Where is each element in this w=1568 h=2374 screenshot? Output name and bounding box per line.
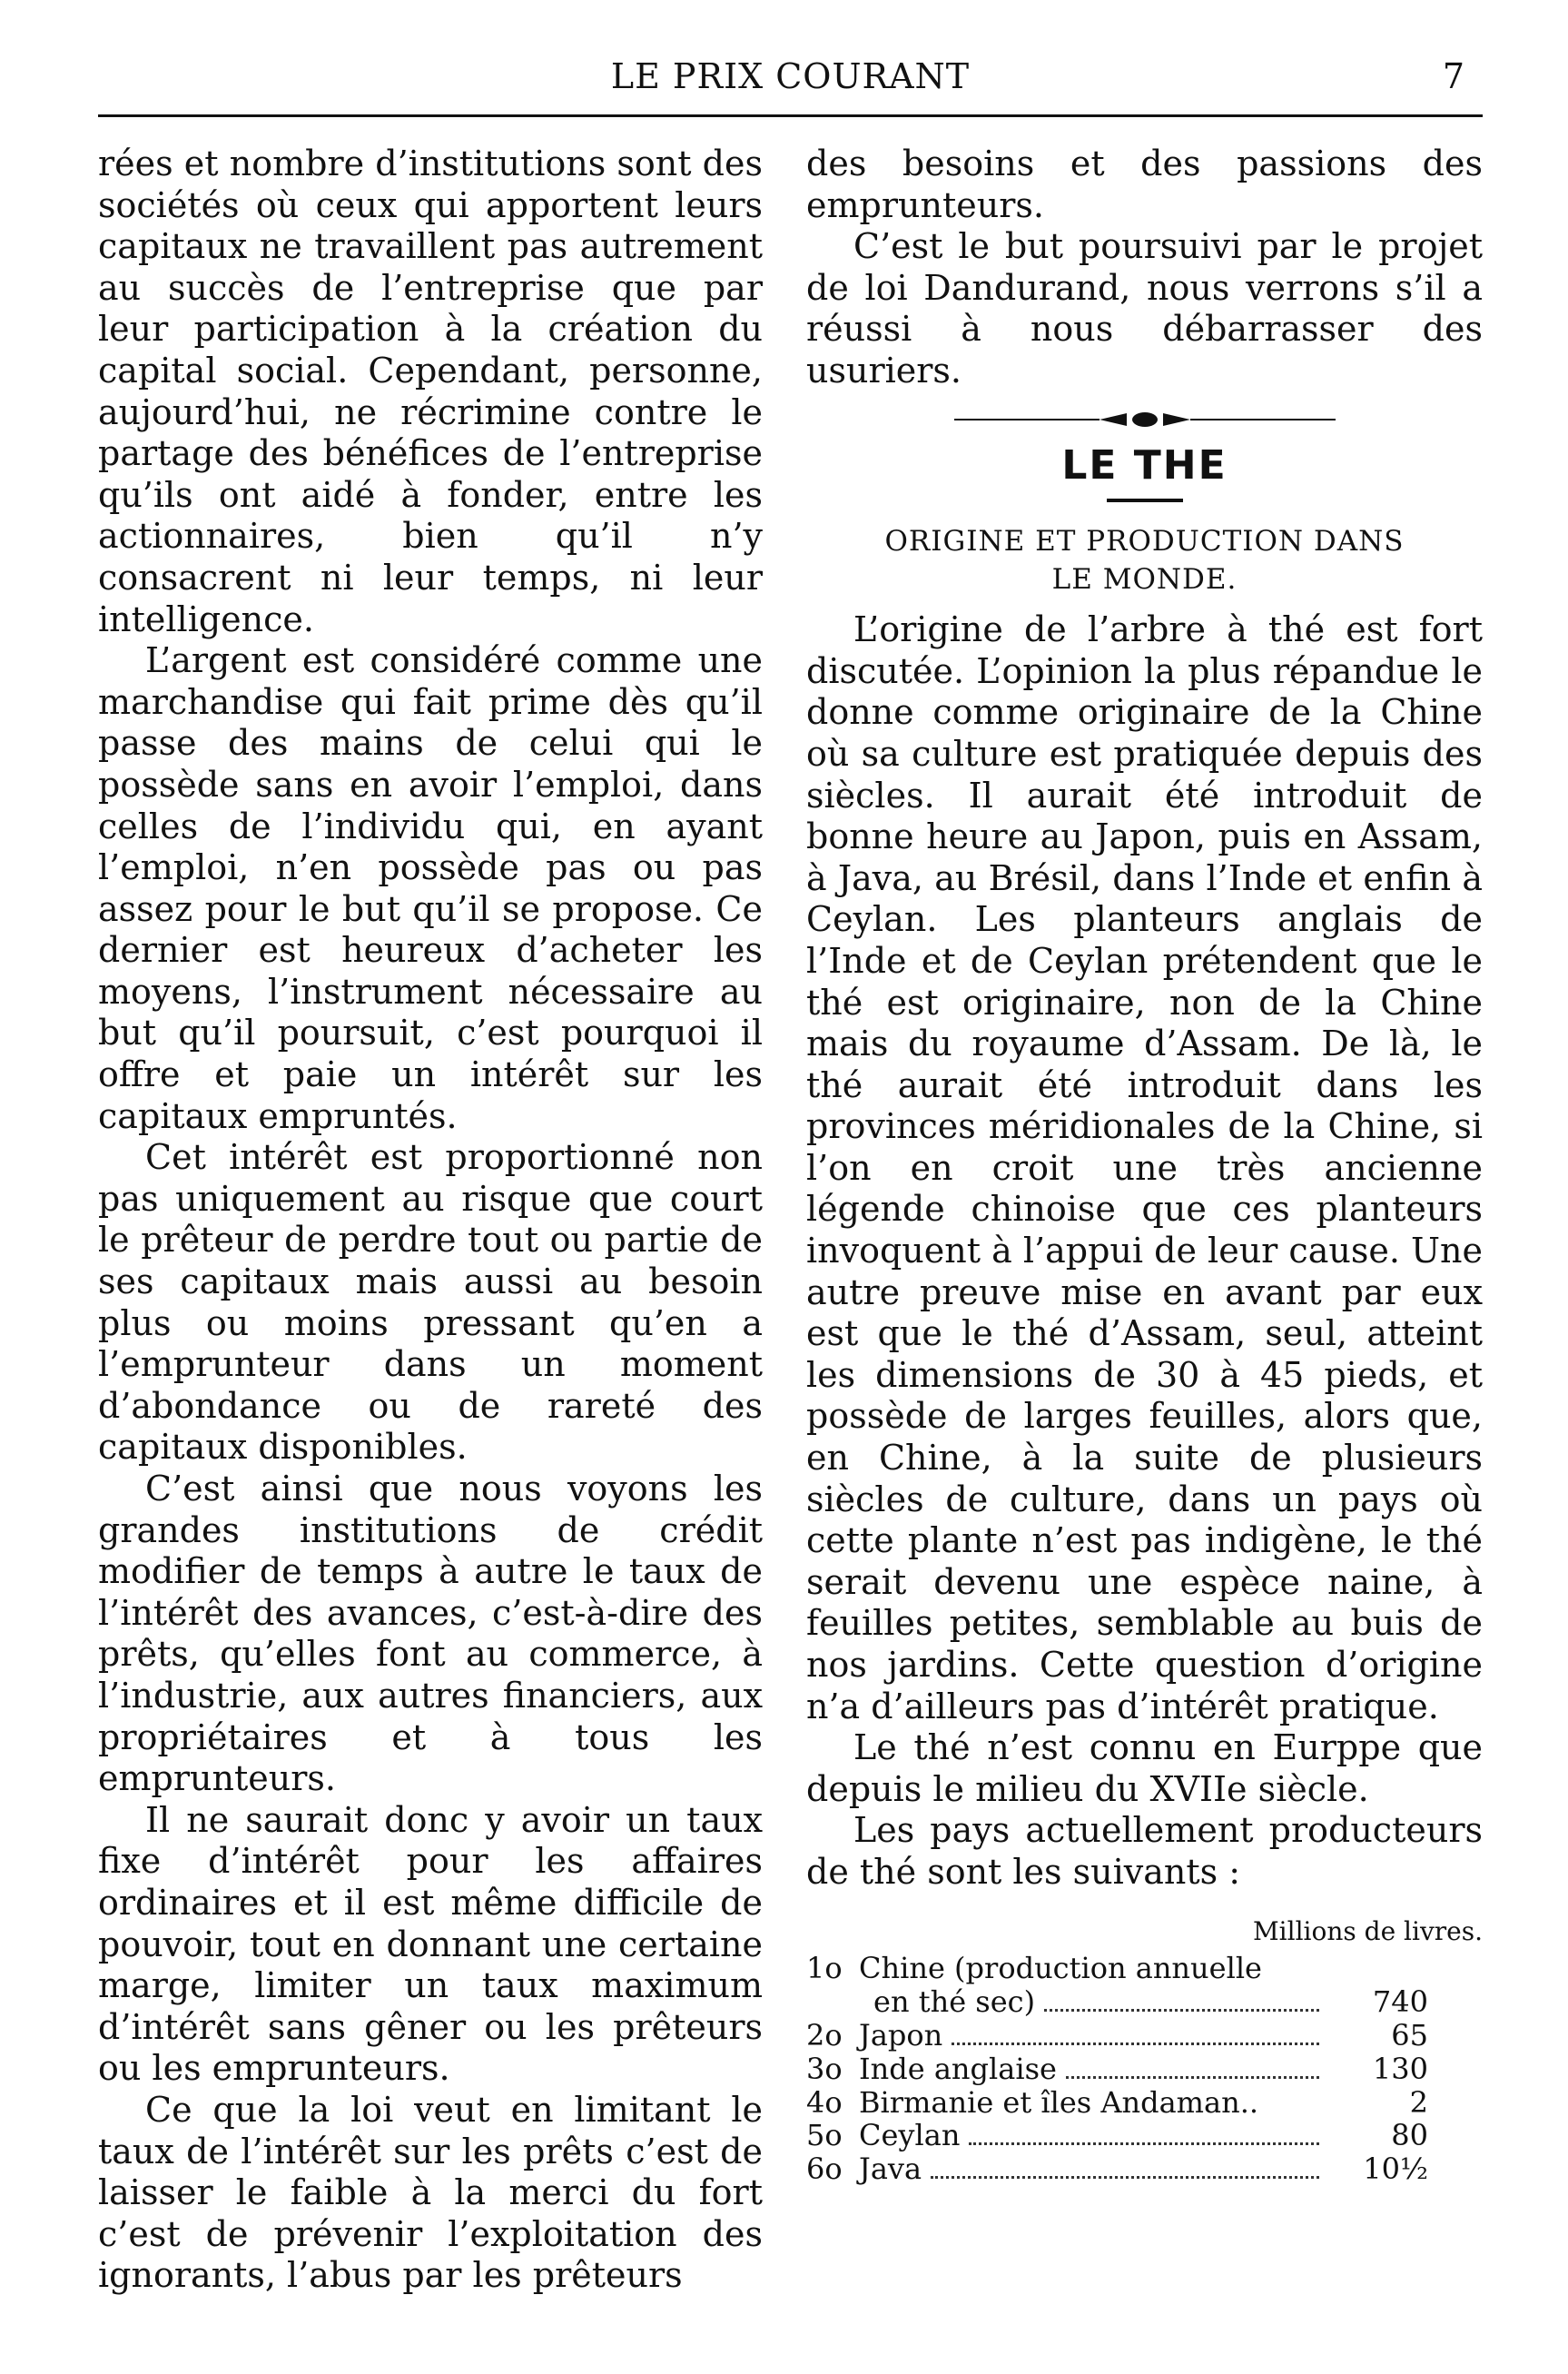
paragraph: des besoins et des passions des emprunteurs.	[806, 143, 1483, 225]
leader-dots	[1044, 2009, 1319, 2012]
table-row	[806, 2152, 1483, 2186]
paragraph: Il ne saurait donc y avoir un taux fixe d’intérêt pour les affaires ordinaires et il est même difficile de pouvoir, tout en donnant une certaine marge, limiter un taux maximum d’intérêt sans gêner ou les prêteurs ou les emprunteurs.	[98, 1799, 763, 2089]
page-number: 7	[1442, 56, 1464, 96]
header-rule	[98, 114, 1483, 117]
table-row	[806, 1952, 1483, 1985]
running-header	[98, 53, 1483, 104]
title-rule	[1107, 499, 1183, 502]
section-divider-ornament	[954, 409, 1336, 430]
production-table	[806, 1915, 1483, 2187]
row-country: Birmanie et îles Andaman..	[859, 2084, 1259, 2120]
table-row	[806, 1985, 1483, 2019]
table-row	[806, 2119, 1483, 2152]
table-row	[806, 2053, 1483, 2086]
leader-dots	[952, 2043, 1319, 2045]
row-number: 5o	[806, 2118, 843, 2153]
left-column	[98, 143, 763, 2297]
paragraph: rées et nombre d’institutions sont des sociétés où ceux qui apportent leurs capitaux ne travaillent pas autrement au succès de l’entreprise que par leur participation à la création du capital social. Cependant, personne, aujourd’hui, ne récrimine contre le partage des bénéfices de l’entreprise qu’ils ont aidé à fonder, entre les actionnaires, bien qu’il n’y consacrent ni leur temps, ni leur intelligence.	[98, 143, 763, 639]
running-title: LE PRIX COURANT	[610, 56, 971, 96]
row-number: 2o	[806, 2017, 843, 2053]
paragraph: C’est le but poursuivi par le projet de loi Dandurand, nous verrons s’il a réussi à nous débarrasser des usuriers.	[806, 226, 1483, 391]
paragraph: Le thé n’est connu en Eurppe que depuis le milieu du XVIIe siècle.	[806, 1727, 1483, 1809]
paragraph: Ce que la loi veut en limitant le taux de l’intérêt sur les prêts c’est de laisser le faible à la merci du fort c’est de prévenir l’exploitation des ignorants, l’abus par les prêteurs	[98, 2089, 763, 2296]
row-number: 4o	[806, 2084, 843, 2120]
subtitle-line: ORIGINE ET PRODUCTION DANS	[884, 525, 1405, 559]
table-row	[806, 2019, 1483, 2053]
row-country: en thé sec)	[873, 1983, 1036, 2019]
row-country: Ceylan	[859, 2118, 961, 2153]
paragraph: L’origine de l’arbre à thé est fort discutée. L’opinion la plus répandue le donne comme originaire de la Chine où sa culture est pratiquée depuis des siècles. Il aurait été introduit de bonne heure au Japon, puis en Assam, à Java, au Brésil, dans l’Inde et enfin à Ceylan. Les planteurs anglais de l’Inde et de Ceylan prétendent que le thé est originaire, non de la Chine mais du royaume d’Assam. De là, le thé aurait été introduit dans les provinces méridionales de la Chine, si l’on en croit une très ancienne légende chinoise que ces planteurs invoquent à l’appui de leur cause. Une autre preuve mise en avant par eux est que le thé d’Assam, seul, atteint les dimensions de 30 à 45 pieds, et possède de larges feuilles, alors que, en Chine, à la suite de plusieurs siècles de culture, dans un pays où cette plante n’est pas indigène, le thé serait devenu une espèce naine, à feuilles petites, semblable au buis de nos jardins. Cette question d’origine n’a d’ailleurs pas d’intérêt pratique.	[806, 609, 1483, 1726]
paragraph: C’est ainsi que nous voyons les grandes institutions de crédit modifier de temps à autre le taux de l’intérêt des avances, c’est-à-dire des prêts, qu’elles font au commerce, à l’industrie, aux autres financiers, aux propriétaires et à tous les emprunteurs.	[98, 1469, 763, 1799]
row-number: 1o	[806, 1951, 843, 1986]
paragraph: Cet intérêt est proportionné non pas uniquement au risque que court le prêteur de perdre tout ou partie de ses capitaux mais aussi au besoin plus ou moins pressant qu’en a l’emprunteur dans un moment d’abondance ou de rareté des capitaux disponibles.	[98, 1137, 763, 1468]
row-country: Chine (production annuelle	[859, 1951, 1262, 1986]
row-country: Japon	[859, 2017, 943, 2053]
row-value: 740	[1372, 1983, 1428, 2019]
paragraph: L’argent est considéré comme une marchandise qui fait prime dès qu’il passe des mains de celui qui le possède sans en avoir l’emploi, dans celles de l’individu qui, en ayant l’emploi, n’en possède pas ou pas assez pour le but qu’il se propose. Ce dernier est heureux d’acheter les moyens, l’instrument nécessaire au but qu’il poursuit, c’est pourquoi il offre et paie un intérêt sur les capitaux empruntés.	[98, 640, 763, 1136]
article-subtitle	[806, 522, 1483, 598]
row-value: 2	[1409, 2084, 1428, 2120]
leader-dots	[969, 2142, 1319, 2145]
right-column	[806, 143, 1483, 2186]
row-country: Inde anglaise	[859, 2051, 1057, 2086]
row-value: 130	[1372, 2051, 1428, 2086]
article-title: LE THE	[1061, 441, 1228, 489]
row-country: Java	[859, 2151, 922, 2187]
table-unit-label: Millions de livres.	[1253, 1915, 1483, 1946]
row-value: 65	[1391, 2017, 1428, 2053]
row-number: 6o	[806, 2151, 843, 2187]
row-number: 3o	[806, 2051, 843, 2086]
table-row	[806, 2086, 1483, 2120]
subtitle-line: LE MONDE.	[1051, 563, 1238, 597]
row-value: 10½	[1363, 2151, 1428, 2187]
leader-dots	[931, 2176, 1319, 2179]
row-value: 80	[1391, 2118, 1428, 2153]
leader-dots	[1066, 2076, 1319, 2079]
paragraph: Les pays actuellement producteurs de thé sont les suivants :	[806, 1810, 1483, 1892]
